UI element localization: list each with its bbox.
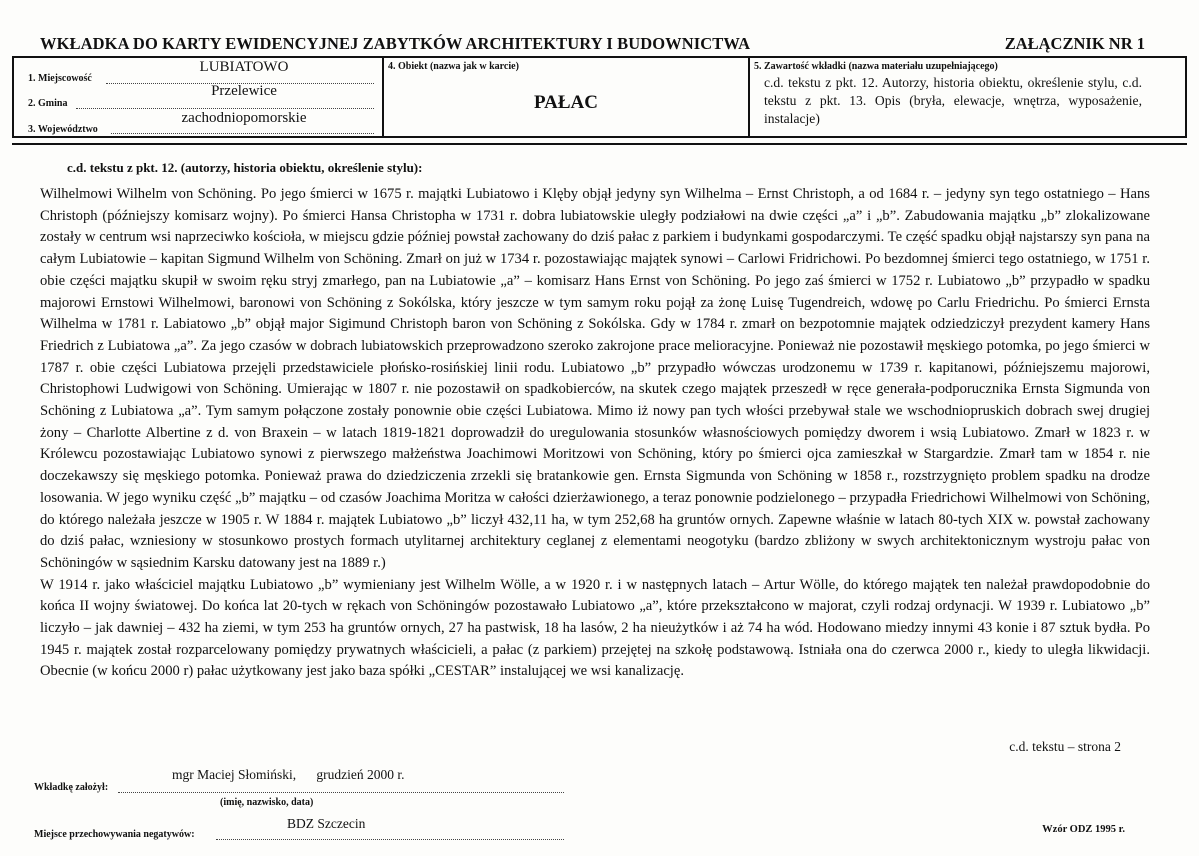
continuation-note: c.d. tekstu – strona 2 [1009,739,1121,754]
identification-box [12,56,1187,138]
object-label: 4. Obiekt (nazwa jak w karcie) [388,61,519,72]
section-heading: c.d. tekstu z pkt. 12. (autorzy, historia obiektu, określenie stylu): [67,160,423,175]
contents-value: c.d. tekstu z pkt. 12. Autorzy, historia obiektu, określenie stylu, c.d. tekstu z pkt. 13. Opis (bryła, elewacje, wnętrza, wyposażenie, instalacje) [764,75,1142,126]
header-separator [12,143,1187,145]
contents-label: 5. Zawartość wkładki (nazwa materiału uzupełniającego) [754,61,998,72]
voivodeship-dotted-line [111,133,374,134]
history-text [40,184,1150,683]
voivodeship-label: 3. Województwo [28,124,98,135]
body-paragraph: Wilhelmowi Wilhelm von Schöning. Po jego śmierci w 1675 r. majątki Lubiatowo i Klęby objął jedyny syn Wilhelma – Ernst Christoph, a od 1684 r. – jedyny syn tego ostatniego – Hans Christoph (późniejszy komisarz wojny). Po śmierci Hansa Christopha w 1731 r. dobra lubiatowskie uległy podziałowi na dwie części „a” i „b”. Zabudowania majątku „b” zlokalizowane zostały w centrum wsi naprzeciwko kościoła, w miejscu gdzie później powstał zachowany do dziś pałac z parkiem i budynkami gospodarczymi. Te część spadku objął najstarszy syn pana na całym Lubiatowie – kapitan Sigmund Wilhelm von Schöning. Zmarł on już w 1734 r. pozostawiając majątek synowi – Carlowi Fridrichowi. Po bezdomnej śmierci tego ostatniego, w 1751 r. obie części majątku skupił w swoim ręku stryj zmarłego, pan na Lubiatowie „a” – komisarz Hans Ernst von Schöning. Po jego zaś śmierci w 1752 r. Lubiatowo „b” przypadło w spadku majorowi Ernstowi Wilhelmowi, baronowi von Schöning z Sokólska, który jeszcze w tym samym roku pojął za żonę Luisę Tugendreich, wdowę po Carlu Friedrichu. Po śmierci Ernsta Wilhelma w 1781 r. Labiatowo „b” objął major Sigimund Christoph baron von Schöning z Sokólska. Gdy w 1784 r. zmarł on bezpotomnie majątek odziedziczył prezydent kamery Hans Friedrich z Lubiatowa „a”. Za jego czasów w dobrach lubiatowskich przeprowadzono szeroko zakrojone prace melioracyjne. Ponieważ nie pozostawił męskiego potomka, po jego śmierci w 1787 r. obie części Lubiatowa przejęli przedstawiciele płońsko-rosińskiej linii rodu. Lubiatowo „b” przypadło wówczas urodzonemu w 1739 r. kapitanowi, późniejszemu majorowi, Christophowi Ludwigowi von Schöning. Umierając w 1807 r. nie pozostawił on spadkobierców, na skutek czego majątek przeszedł w ręce generała-podporucznika Ernsta Sigmunda von Schöning z Lubiatowa „a”. Tym samym połączone zostały ponownie obie części Lubiatowa. Mimo iż nowy pan tych włości przebywał stale we wschodniopruskich dobrach swej drugiej żony – Charlotte Albertine z d. von Braxein – w latach 1819-1821 doprowadził do uregulowania stosunków własnościowych pomiędzy dworem i wsią Lubiatowo. Zmarł w 1823 r. w Królewcu pozostawiając Lubiatowo synowi z pierwszego małżeństwa Joachimowi Moritzowi von Schöning, który po śmierci ojca zamieszkał w Stargardzie. Zmarł tam w 1854 r. nie doczekawszy się męskiego potomka. Ponieważ prawa do dziedziczenia zrzekli się bratankowie gen. Ernsta Sigmunda von Schöning w 1858 r., rozstrzygnięto problem spadku na drodze losowania. W jego wyniku część „b” majątku – od czasów Joachima Moritza w całości dzierżawionego, a teraz ponownie podzielonego – przypadła Friedrichowi Wilhelmowi von Schöning, do którego należała jeszcze w 1905 r. W 1884 r. majątek Lubiatowo „b” liczył 432,11 ha, w tym 252,68 ha gruntów ornych. Zapewne właśnie w latach 80-tych XIX w. powstał zachowany do dziś pałac, wzniesiony w stosunkowo prostych formach utylitarnej architektury ceglanej z elementami neogotyku (bardzo zbliżony w swych architektonicznym wystroju pałac von Schöningów w sąsiednim Karsku datowany jest na 1889 r.) [40,186,1150,571]
commune-label: 2. Gmina [28,98,68,109]
voivodeship-value: zachodniopomorskie [181,110,307,126]
negatives-storage-value: BDZ Szczecin [287,816,366,831]
locality-label: 1. Miejscowość [28,73,92,84]
body-paragraph: W 1914 r. jako właściciel majątku Lubiatowo „b” wymieniany jest Wilhelm Wölle, a w 1920 r. i w następnych latach – Artur Wölle, do którego majątek ten należał prawdopodobnie do końca II wojny światowej. Do końca lat 20-tych w rękach von Schöningów pozostawało Lubiatowo „a”, które przekształcono w majorat, czyli rodzaj ordynacji. W 1939 r. Lubiatowo „b” liczyło – jak dawniej – 432 ha ziemi, w tym 253 ha gruntów ornych, 27 ha pastwisk, 18 ha lasów, 2 ha nieużytków i aż 74 ha wód. Hodowano miedzy innymi 43 konie i 87 sztuk bydła. Po 1945 r. majątek został rozparcelowany pomiędzy prywatnych właścicieli, a pałac (z parkiem) przejętej na szkołę podstawową. Istniała ona do czerwca 2000 r., kiedy to uległa likwidacji. Obecnie (w końcu 2000 r) pałac użytkowany jest jako baza spółki „CESTAR” instalującej we wsi kanalizację. [40,576,1150,680]
author-label: Wkładkę założył: [34,782,109,793]
object-value: PAŁAC [533,92,599,113]
negatives-storage-dotted-line [216,839,564,840]
author-hint: (imię, nazwisko, data) [220,797,314,808]
author-value: mgr Maciej Słomiński, grudzień 2000 r. [172,767,405,782]
document-title: WKŁADKA DO KARTY EWIDENCYJNEJ ZABYTKÓW ARCHITEKTURY I BUDOWNICTWA [40,34,751,53]
locality-value: LUBIATOWO [199,59,289,75]
negatives-storage-label: Miejsce przechowywania negatywów: [34,829,195,840]
author-dotted-line [118,792,564,793]
commune-value: Przelewice [211,83,277,99]
form-template-id: Wzór ODZ 1995 r. [1042,824,1125,835]
annex-number: ZAŁĄCZNIK NR 1 [1004,34,1145,53]
commune-dotted-line [76,108,374,109]
column-divider-2 [748,58,750,136]
